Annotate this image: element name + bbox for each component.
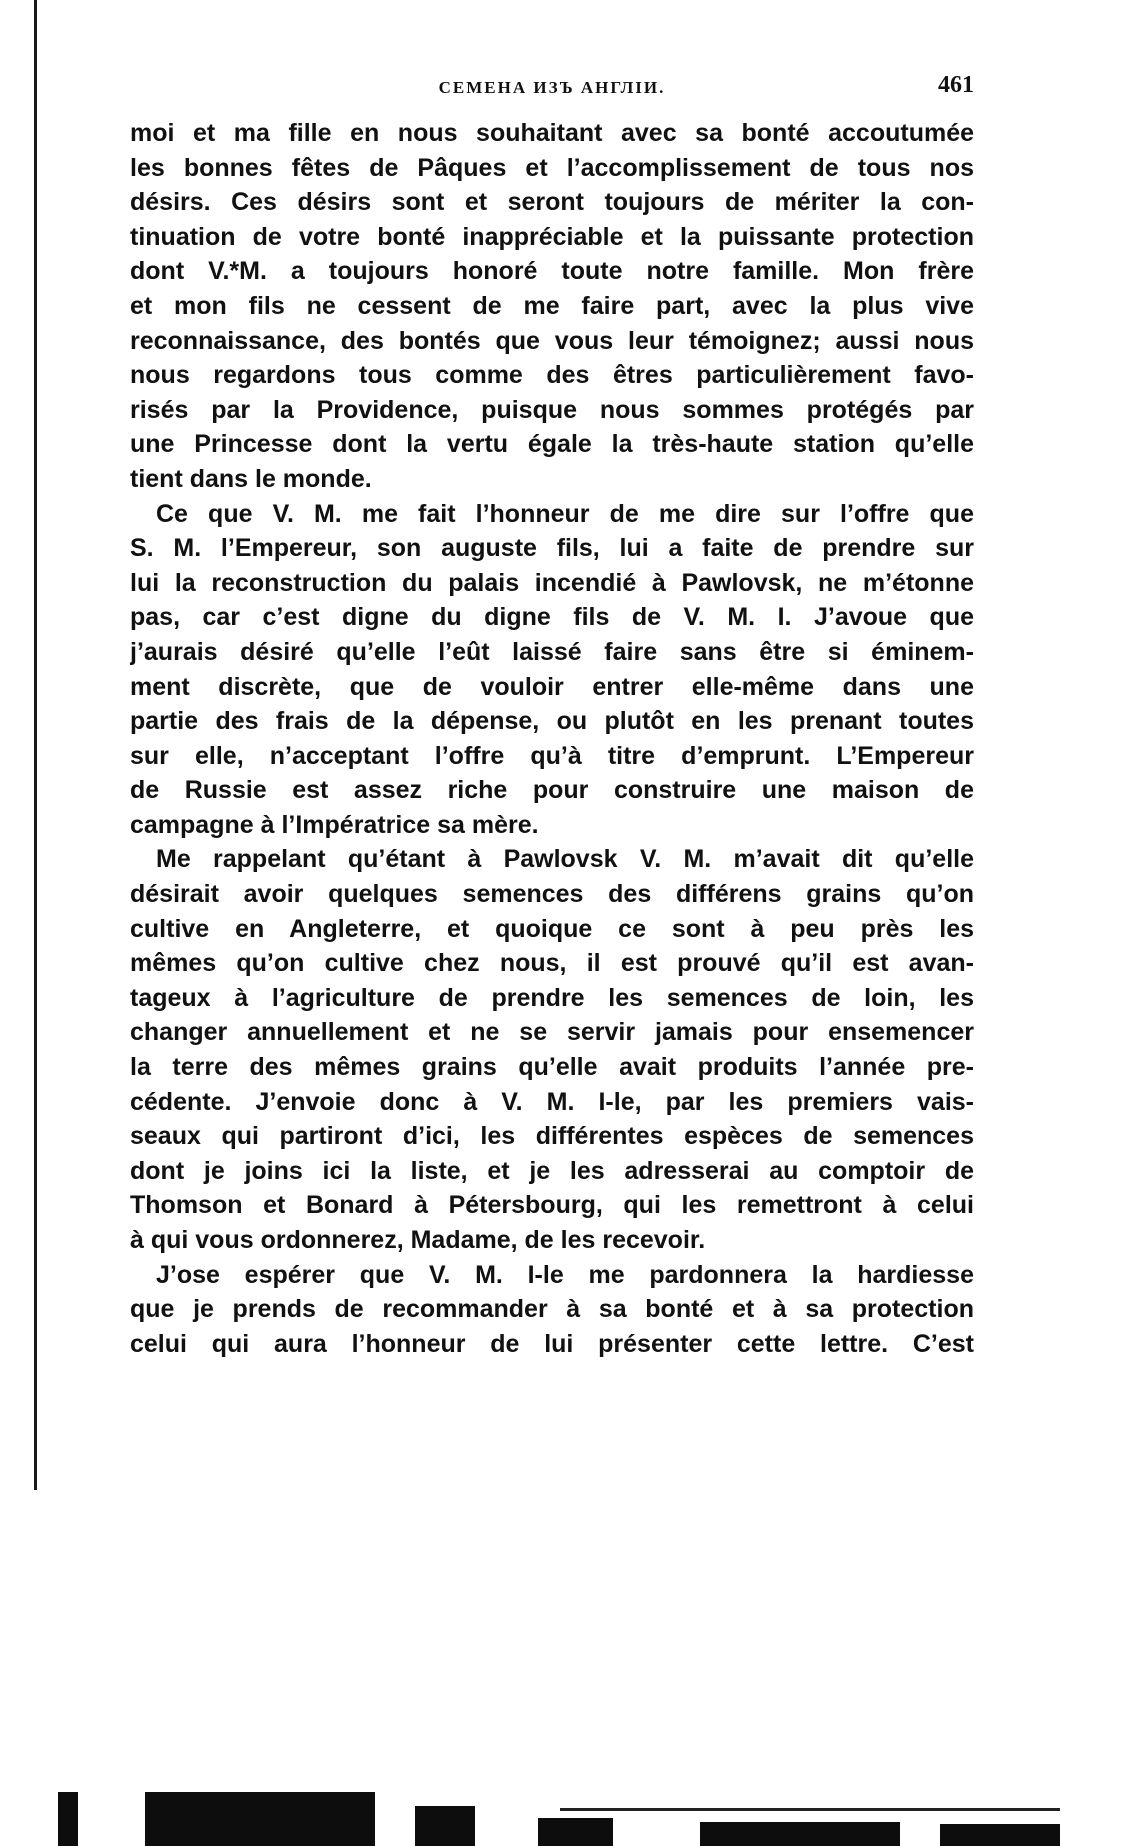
text-line: mêmes qu’on cultive chez nous, il est prouvé qu’il est avan- bbox=[130, 949, 974, 978]
body-text bbox=[130, 116, 974, 1361]
text-line: nous regardons tous comme des êtres particulièrement favo- bbox=[130, 361, 974, 390]
text-line: tageux à l’agriculture de prendre les semences de loin, les bbox=[130, 983, 974, 1012]
text-line: sur elle, n’acceptant l’offre qu’à titre d’emprunt. L’Empereur bbox=[130, 741, 974, 770]
text-line: S. M. l’Empereur, son auguste fils, lui a faite de prendre sur bbox=[130, 534, 974, 563]
scan-artifact-bar bbox=[538, 1818, 613, 1846]
binding-edge-line bbox=[34, 0, 37, 1490]
text-line: désirs. Ces désirs sont et seront toujours de mériter la con- bbox=[130, 188, 974, 217]
text-line: Me rappelant qu’étant à Pawlovsk V. M. m’avait dit qu’elle bbox=[156, 845, 974, 874]
running-title: СЕМЕНА ИЗЪ АНГЛІИ. bbox=[438, 78, 666, 97]
text-line: et mon fils ne cessent de me faire part, avec la plus vive bbox=[130, 291, 974, 320]
text-line: partie des frais de la dépense, ou plutôt en les prenant toutes bbox=[130, 707, 974, 736]
text-line: J’ose espérer que V. M. I-le me pardonnera la hardiesse bbox=[156, 1260, 974, 1289]
text-line: Ce que V. M. me fait l’honneur de me dire sur l’offre que bbox=[156, 499, 974, 528]
text-line: cultive en Angleterre, et quoique ce sont à peu près les bbox=[130, 914, 974, 943]
text-line: tient dans le monde. bbox=[130, 464, 372, 493]
page-number: 461 bbox=[938, 72, 974, 98]
text-line: lui la reconstruction du palais incendié à Pawlovsk, ne m’étonne bbox=[130, 568, 974, 597]
text-line: celui qui aura l’honneur de lui présenter cette lettre. C’est bbox=[130, 1329, 974, 1358]
text-line: j’aurais désiré qu’elle l’eût laissé faire sans être si éminem- bbox=[130, 637, 974, 666]
text-line: Thomson et Bonard à Pétersbourg, qui les remettront à celui bbox=[130, 1191, 974, 1220]
text-line: changer annuellement et ne se servir jamais pour ensemencer bbox=[130, 1018, 974, 1047]
text-line: une Princesse dont la vertu égale la très-haute station qu’elle bbox=[130, 430, 974, 459]
scan-artifact-bar bbox=[415, 1806, 475, 1846]
scan-artifact-line bbox=[560, 1808, 1060, 1811]
running-head bbox=[130, 72, 974, 112]
scan-artifact-bar bbox=[940, 1824, 1060, 1846]
text-line: cédente. J’envoie donc à V. M. I-le, par les premiers vais- bbox=[130, 1087, 974, 1116]
text-line: dont je joins ici la liste, et je les adresserai au comptoir de bbox=[130, 1156, 974, 1185]
text-line: désirait avoir quelques semences des différens grains qu’on bbox=[130, 880, 974, 909]
text-line: les bonnes fêtes de Pâques et l’accomplissement de tous nos bbox=[130, 153, 974, 182]
text-line: reconnaissance, des bontés que vous leur témoignez; aussi nous bbox=[130, 326, 974, 355]
text-line: la terre des mêmes grains qu’elle avait produits l’année pre- bbox=[130, 1053, 974, 1082]
text-line: que je prends de recommander à sa bonté et à sa protection bbox=[130, 1295, 974, 1324]
text-line: dont V.*M. a toujours honoré toute notre famille. Mon frère bbox=[130, 257, 974, 286]
text-line: moi et ma fille en nous souhaitant avec sa bonté accoutumée bbox=[130, 119, 974, 147]
text-line: de Russie est assez riche pour construire une maison de bbox=[130, 776, 974, 805]
text-line: tinuation de votre bonté inappréciable et la puissante protection bbox=[130, 222, 974, 251]
scan-artifact-bar bbox=[145, 1792, 375, 1846]
text-line: risés par la Providence, puisque nous sommes protégés par bbox=[130, 395, 974, 424]
text-line: campagne à l’Impératrice sa mère. bbox=[130, 810, 539, 839]
scan-artifact-bar bbox=[700, 1822, 900, 1846]
text-line: seaux qui partiront d’ici, les différentes espèces de semences bbox=[130, 1122, 974, 1151]
scan-artifact-bar bbox=[58, 1792, 78, 1846]
text-line: à qui vous ordonnerez, Madame, de les recevoir. bbox=[130, 1226, 706, 1254]
text-line: ment discrète, que de vouloir entrer elle-même dans une bbox=[130, 672, 974, 701]
text-line: pas, car c’est digne du digne fils de V. M. I. J’avoue que bbox=[130, 603, 974, 632]
